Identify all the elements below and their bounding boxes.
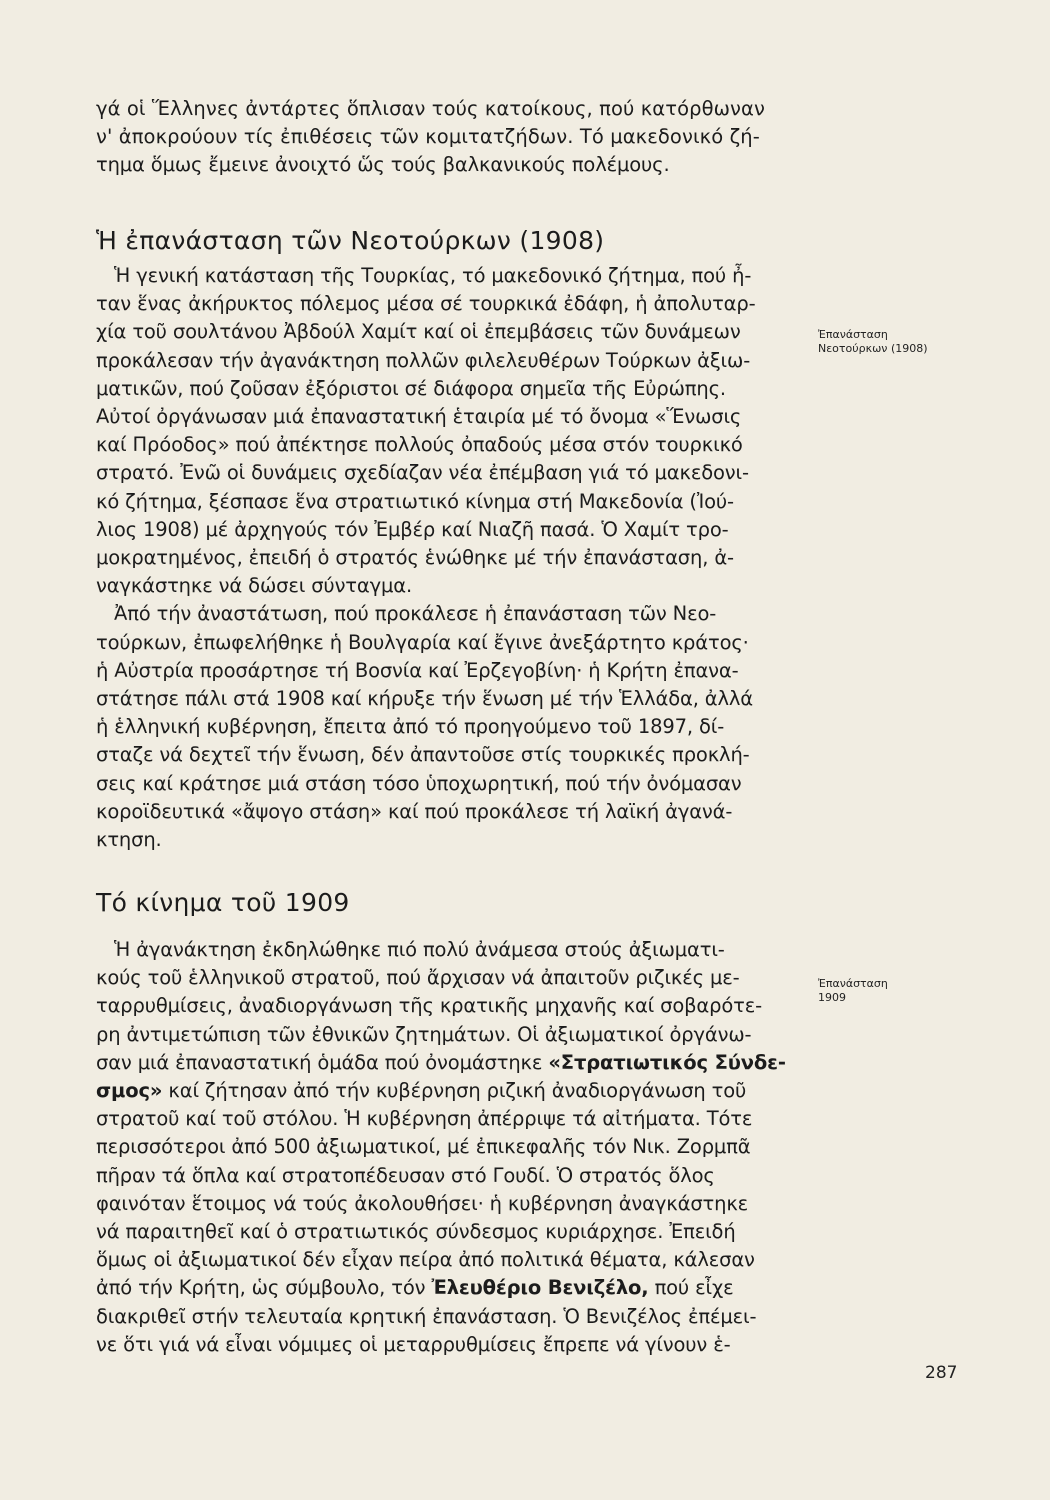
- text-line: στρατοῦ καί τοῦ στόλου. Ἡ κυβέρνηση ἀπέρριψε τά αἰτήματα. Τότε: [96, 1107, 753, 1131]
- intro-paragraph: [96, 95, 796, 180]
- text-line: ρη ἀντιμετώπιση τῶν ἐθνικῶν ζητημάτων. Οἱ ἀξιωματικοί ὀργάνω-: [96, 1022, 752, 1046]
- text-line: σταζε νά δεχτεῖ τήν ἕνωση, δέν ἀπαντοῦσε στίς τουρκικές προκλή-: [96, 743, 750, 767]
- text-line: ταν ἕνας ἀκήρυκτος πόλεμος μέσα σέ τουρκικά ἐδάφη, ἡ ἀπολυταρ-: [96, 292, 756, 316]
- section-body-neoturks: [96, 262, 796, 854]
- text-line: κτηση.: [96, 828, 162, 852]
- text-line: Ἡ ἀγανάκτηση ἐκδηλώθηκε πιό πολύ ἀνάμεσα στούς ἀξιωματι-: [114, 938, 725, 961]
- text-line: κούς τοῦ ἑλληνικοῦ στρατοῦ, πού ἄρχισαν νά ἀπαιτοῦν ριζικές με-: [96, 966, 740, 990]
- section-heading-neoturks: Ἡ ἐπανάσταση τῶν Νεοτούρκων (1908): [96, 226, 605, 255]
- text-line: ματικῶν, πού ζοῦσαν ἐξόριστοι σέ διάφορα σημεῖα τῆς Εὐρώπης.: [96, 376, 726, 400]
- text-fragment: ἀπό τήν Κρήτη, ὡς σύμβουλο, τόν: [96, 1276, 432, 1300]
- margin-note-line: Ἐπανάσταση: [818, 328, 888, 341]
- text-line: ταρρυθμίσεις, ἀναδιοργάνωση τῆς κρατικῆς μηχανῆς καί σοβαρότε-: [96, 994, 763, 1018]
- text-line: διακριθεῖ στήν τελευταία κρητική ἐπανάσταση. Ὁ Βενιζέλος ἐπέμει-: [96, 1304, 757, 1328]
- text-line: [96, 1049, 796, 1077]
- text-line: στάτησε πάλι στά 1908 καί κήρυξε τήν ἕνωση μέ τήν Ἑλλάδα, ἀλλά: [96, 687, 753, 711]
- text-line: λιος 1908) μέ ἀρχηγούς τόν Ἐμβέρ καί Νιαζῆ πασά. Ὁ Χαμίτ τρο-: [96, 517, 729, 541]
- text-fragment: πού εἶχε: [648, 1276, 734, 1300]
- text-line: ἡ ἑλληνική κυβέρνηση, ἔπειτα ἀπό τό προηγούμενο τοῦ 1897, δί-: [96, 715, 725, 739]
- margin-note-neoturks: [818, 328, 968, 356]
- text-line: τούρκων, ἐπωφελήθηκε ἡ Βουλγαρία καί ἔγινε ἀνεξάρτητο κράτος·: [96, 630, 749, 654]
- text-line: [96, 1077, 796, 1105]
- text-line: περισσότεροι ἀπό 500 ἀξιωματικοί, μέ ἐπικεφαλῆς τόν Νικ. Ζορμπᾶ: [96, 1135, 751, 1159]
- text-line: νά παραιτηθεῖ καί ὁ στρατιωτικός σύνδεσμος κυριάρχησε. Ἐπειδή: [96, 1220, 736, 1244]
- margin-note-line: Νεοτούρκων (1908): [818, 342, 928, 355]
- text-line: πῆραν τά ὅπλα καί στρατοπέδευσαν στό Γουδί. Ὁ στρατός ὅλος: [96, 1163, 715, 1187]
- text-line: ἡ Αὐστρία προσάρτησε τή Βοσνία καί Ἐρζεγοβίνη· ἡ Κρήτη ἐπανα-: [96, 658, 739, 682]
- bold-term-venizelos: Ἐλευθέριο Βενιζέλο,: [431, 1276, 649, 1300]
- bold-term-military-league-end: σμος»: [96, 1079, 163, 1103]
- text-line: καί Πρόοδος» πού ἀπέκτησε πολλούς ὀπαδούς μέσα στόν τουρκικό: [96, 433, 743, 457]
- text-fragment: καί ζήτησαν ἀπό τήν κυβέρνηση ριζική ἀναδιοργάνωση τοῦ: [162, 1079, 747, 1103]
- section-body-1909: [96, 936, 796, 1359]
- text-fragment: σαν μιά ἐπαναστατική ὁμάδα πού ὀνομάστηκε: [96, 1050, 543, 1074]
- text-line: κό ζήτημα, ξέσπασε ἕνα στρατιωτικό κίνημα στή Μακεδονία (Ἰού-: [96, 489, 734, 513]
- text-line: φαινόταν ἕτοιμος νά τούς ἀκολουθήσει· ἡ κυβέρνηση ἀναγκάστηκε: [96, 1191, 749, 1215]
- text-line: Ἡ γενική κατάσταση τῆς Τουρκίας, τό μακεδονικό ζήτημα, πού ἦ-: [114, 264, 752, 287]
- text-line: Ἀπό τήν ἀναστάτωση, πού προκάλεσε ἡ ἐπανάσταση τῶν Νεο-: [114, 602, 717, 626]
- text-line: νε ὅτι γιά νά εἶναι νόμιμες οἱ μεταρρυθμίσεις ἔπρεπε νά γίνουν ἑ-: [96, 1332, 731, 1356]
- text-line: προκάλεσαν τήν ἀγανάκτηση πολλῶν φιλελευθέρων Τούρκων ἀξιω-: [96, 348, 751, 372]
- bold-term-military-league: «Στρατιωτικός Σύνδε-: [548, 1050, 786, 1074]
- text-line: γά οἱ Ἕλληνες ἀντάρτες ὅπλισαν τούς κατοίκους, πού κατόρθωναν: [96, 97, 765, 120]
- text-line: στρατό. Ἐνῶ οἱ δυνάμεις σχεδίαζαν νέα ἐπέμβαση γιά τό μακεδονι-: [96, 461, 749, 485]
- text-line: χία τοῦ σουλτάνου Ἀβδούλ Χαμίτ καί οἱ ἐπεμβάσεις τῶν δυνάμεων: [96, 320, 741, 344]
- margin-note-line: 1909: [818, 991, 846, 1004]
- text-line: κοροϊδευτικά «ἄψογο στάση» καί πού προκάλεσε τή λαϊκή ἀγανά-: [96, 799, 733, 823]
- margin-note-line: Ἐπανάσταση: [818, 977, 888, 990]
- text-line: σεις καί κράτησε μιά στάση τόσο ὑποχωρητική, πού τήν ὀνόμασαν: [96, 771, 742, 795]
- page-number: 287: [925, 1363, 958, 1383]
- text-line: ναγκάστηκε νά δώσει σύνταγμα.: [96, 574, 413, 598]
- text-line: ὅμως οἱ ἀξιωματικοί δέν εἶχαν πείρα ἀπό πολιτικά θέματα, κάλεσαν: [96, 1248, 755, 1272]
- text-line: τημα ὅμως ἔμεινε ἀνοιχτό ὥς τούς βαλκανικούς πολέμους.: [96, 153, 670, 177]
- text-line: μοκρατημένος, ἐπειδή ὁ στρατός ἑνώθηκε μέ τήν ἐπανάσταση, ἀ-: [96, 546, 734, 570]
- margin-note-1909: [818, 977, 968, 1005]
- text-line: Αὐτοί ὀργάνωσαν μιά ἐπαναστατική ἑταιρία μέ τό ὄνομα «Ἕνωσις: [96, 405, 742, 429]
- text-line: [96, 1274, 796, 1302]
- text-line: ν' ἀποκρούουν τίς ἐπιθέσεις τῶν κομιτατζήδων. Τό μακεδονικό ζή-: [96, 125, 760, 149]
- section-heading-1909: Τό κίνημα τοῦ 1909: [96, 888, 350, 917]
